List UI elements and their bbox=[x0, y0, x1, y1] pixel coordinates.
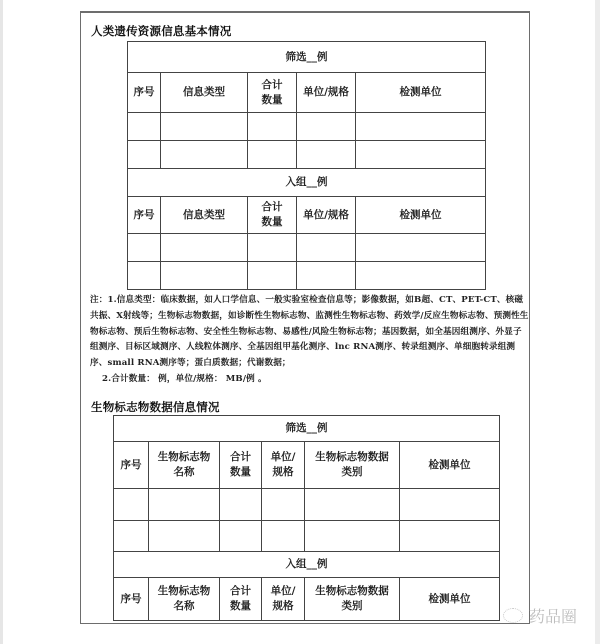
table-cell[interactable] bbox=[248, 234, 297, 262]
col-header-index: 序号 bbox=[114, 442, 149, 489]
table-cell[interactable] bbox=[248, 113, 297, 141]
table-cell[interactable] bbox=[305, 521, 400, 552]
col-header-unit-spec: 单位/ 规格 bbox=[262, 578, 305, 621]
table-cell[interactable] bbox=[356, 234, 486, 262]
table-cell[interactable] bbox=[248, 141, 297, 169]
note-line-2: 2.合计数量： 例，单位/规格： MB/例 。 bbox=[102, 373, 267, 384]
table-cell[interactable] bbox=[400, 489, 500, 521]
col-header-info-type: 信息类型 bbox=[161, 197, 248, 234]
col-header-unit-spec: 单位/规格 bbox=[297, 197, 356, 234]
screening-label: 筛选__例 bbox=[114, 416, 500, 442]
table-row bbox=[128, 141, 486, 169]
col-header-testing-unit: 检测单位 bbox=[400, 442, 500, 489]
table-cell[interactable] bbox=[149, 521, 220, 552]
screening-label: 筛选__例 bbox=[128, 42, 486, 73]
table-cell[interactable] bbox=[297, 234, 356, 262]
table-cell[interactable] bbox=[128, 113, 161, 141]
human-genetic-resources-table bbox=[127, 41, 486, 290]
table-row bbox=[128, 262, 486, 290]
table-cell[interactable] bbox=[220, 521, 262, 552]
screening-row bbox=[114, 416, 500, 442]
table-cell[interactable] bbox=[356, 141, 486, 169]
table-header-row bbox=[114, 442, 500, 489]
enrollment-label: 入组__例 bbox=[128, 169, 486, 197]
col-header-info-type: 信息类型 bbox=[161, 73, 248, 113]
table-row bbox=[128, 234, 486, 262]
col-header-biomarker-name: 生物标志物 名称 bbox=[149, 578, 220, 621]
table-cell[interactable] bbox=[161, 113, 248, 141]
table-cell[interactable] bbox=[400, 521, 500, 552]
table-cell[interactable] bbox=[161, 234, 248, 262]
table-row bbox=[114, 489, 500, 521]
table-cell[interactable] bbox=[297, 113, 356, 141]
table-cell[interactable] bbox=[161, 262, 248, 290]
table-cell[interactable] bbox=[114, 521, 149, 552]
table-header-row bbox=[114, 578, 500, 621]
col-header-biomarker-name: 生物标志物 名称 bbox=[149, 442, 220, 489]
table-cell[interactable] bbox=[128, 234, 161, 262]
wechat-icon bbox=[503, 608, 523, 623]
col-header-total-count: 合计 数量 bbox=[248, 73, 297, 113]
note-block bbox=[90, 293, 530, 388]
table-cell[interactable] bbox=[297, 262, 356, 290]
section2-title: 生物标志物数据信息情况 bbox=[91, 400, 220, 414]
table-row bbox=[114, 521, 500, 552]
col-header-total-count: 合计 数量 bbox=[220, 442, 262, 489]
table-cell[interactable] bbox=[297, 141, 356, 169]
col-header-total-count: 合计 数量 bbox=[220, 578, 262, 621]
enrollment-row bbox=[114, 552, 500, 578]
watermark bbox=[503, 604, 577, 627]
table-cell[interactable] bbox=[114, 489, 149, 521]
viewer-scrollbar[interactable] bbox=[595, 0, 600, 644]
screening-row bbox=[128, 42, 486, 73]
table-cell[interactable] bbox=[305, 489, 400, 521]
col-header-unit-spec: 单位/ 规格 bbox=[262, 442, 305, 489]
col-header-unit-spec: 单位/规格 bbox=[297, 73, 356, 113]
section1-title: 人类遗传资源信息基本情况 bbox=[91, 24, 232, 38]
table-header-row bbox=[128, 197, 486, 234]
table-cell[interactable] bbox=[248, 262, 297, 290]
biomarker-data-table bbox=[113, 415, 500, 621]
table-cell[interactable] bbox=[149, 489, 220, 521]
col-header-index: 序号 bbox=[128, 73, 161, 113]
viewer-left-edge bbox=[0, 0, 3, 644]
col-header-testing-unit: 检测单位 bbox=[356, 197, 486, 234]
col-header-index: 序号 bbox=[128, 197, 161, 234]
enrollment-row bbox=[128, 169, 486, 197]
table-cell[interactable] bbox=[262, 521, 305, 552]
watermark-text: 药品圈 bbox=[529, 607, 578, 626]
table-cell[interactable] bbox=[356, 113, 486, 141]
table-cell[interactable] bbox=[262, 489, 305, 521]
table-cell[interactable] bbox=[161, 141, 248, 169]
col-header-index: 序号 bbox=[114, 578, 149, 621]
table-cell[interactable] bbox=[128, 141, 161, 169]
table-cell[interactable] bbox=[356, 262, 486, 290]
col-header-biomarker-data-category: 生物标志物数据 类别 bbox=[305, 578, 400, 621]
col-header-testing-unit: 检测单位 bbox=[400, 578, 500, 621]
table-header-row bbox=[128, 73, 486, 113]
table-cell[interactable] bbox=[220, 489, 262, 521]
note-line-1: 注：1.信息类型：临床数据，如人口学信息、一般实验室检查信息等；影像数据，如B超、CT、PET-CT、核磁共振、X射线等；生物标志物数据，如诊断性生物标志物、监测性生物标志物、药效学/反应生物标志物、预测性生物标志物、预后生物标志物、安全性生物标志物、易感性/风险生物标志物；基因数据，如全基因组测序、外显子组测序、目标区域测序、人线粒体测序、全基因组甲基化测序、lnc RNA测序、转录组测序、单细胞转录组测序、small RNA测序等；蛋白质数据；代谢数据； bbox=[90, 295, 529, 369]
table-cell[interactable] bbox=[128, 262, 161, 290]
col-header-total-count: 合计 数量 bbox=[248, 197, 297, 234]
table-row bbox=[128, 113, 486, 141]
col-header-testing-unit: 检测单位 bbox=[356, 73, 486, 113]
enrollment-label: 入组__例 bbox=[114, 552, 500, 578]
col-header-biomarker-data-category: 生物标志物数据 类别 bbox=[305, 442, 400, 489]
